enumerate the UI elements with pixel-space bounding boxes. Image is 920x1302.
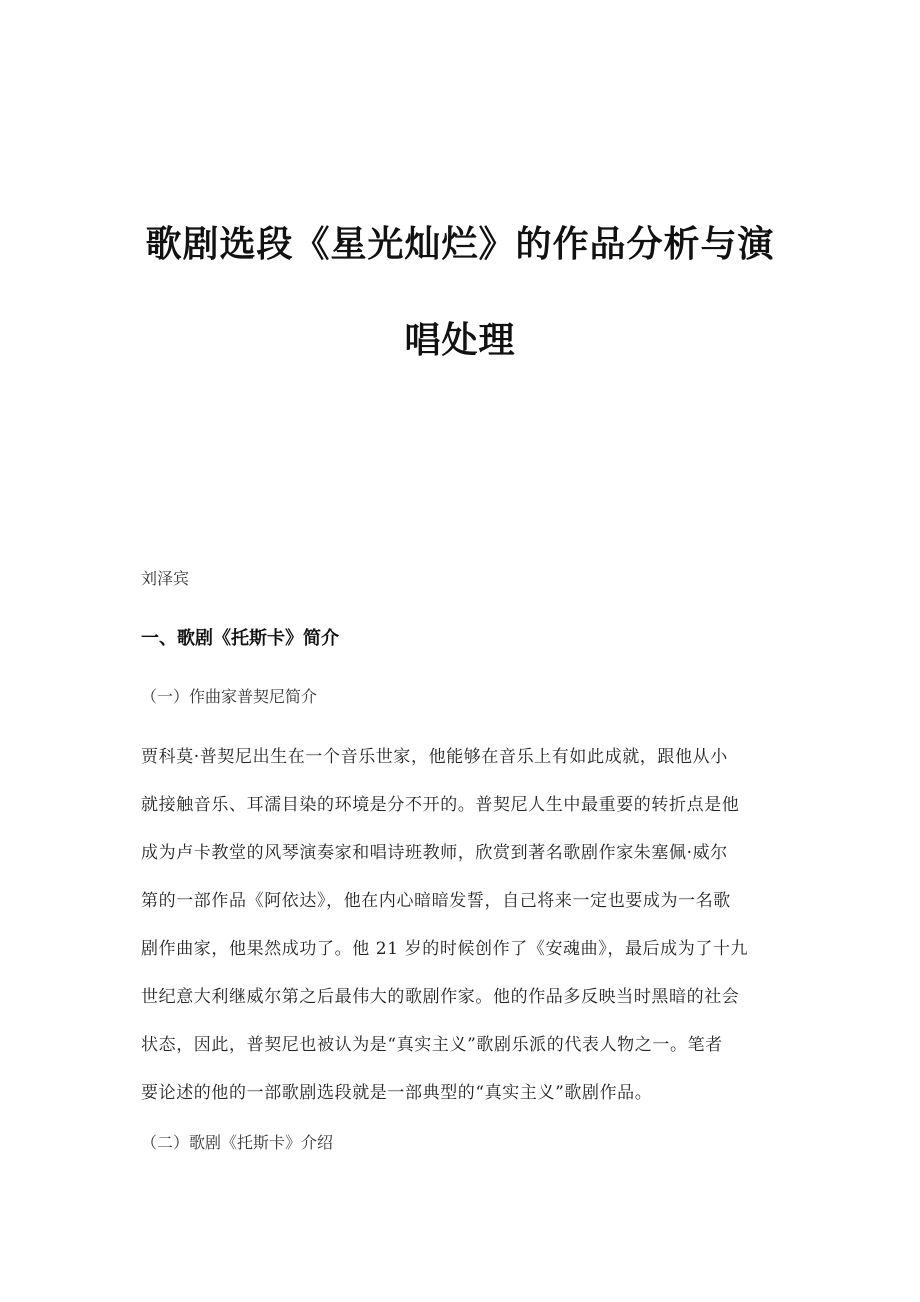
subsection-heading: （一）作曲家普契尼简介 bbox=[141, 687, 318, 706]
document-title-line-2: 唱处理 bbox=[404, 320, 516, 361]
paragraph-line: 世纪意大利继威尔第之后最伟大的歌剧作家。他的作品多反映当时黑暗的社会 bbox=[141, 987, 740, 1007]
paragraph-line: 就接触音乐、耳濡目染的环境是分不开的。普契尼人生中最重要的转折点是他 bbox=[141, 795, 740, 815]
document-title-line-1: 歌剧选段《星光灿烂》的作品分析与演 bbox=[145, 224, 775, 265]
paragraph-line: 状态，因此，普契尼也被认为是“真实主义”歌剧乐派的代表人物之一。笔者 bbox=[141, 1035, 723, 1055]
paragraph-line: 贾科莫·普契尼出生在一个音乐世家，他能够在音乐上有如此成就，跟他从小 bbox=[141, 747, 728, 767]
paragraph-line: 第的一部作品《阿依达》，他在内心暗暗发誓，自己将来一定也要成为一名歌 bbox=[141, 891, 731, 911]
paragraph-line: 剧作曲家，他果然成功了。他 21 岁的时候创作了《安魂曲》，最后成为了十九 bbox=[141, 939, 749, 959]
section-heading: 一、歌剧《托斯卡》简介 bbox=[141, 628, 339, 649]
paragraph-line: 要论述的他的一部歌剧选段就是一部典型的“真实主义”歌剧作品。 bbox=[141, 1083, 653, 1103]
author-name: 刘泽宾 bbox=[141, 569, 190, 588]
paragraph-line: 成为卢卡教堂的风琴演奏家和唱诗班教师，欣赏到著名歌剧作家朱塞佩·威尔 bbox=[141, 843, 728, 863]
subsection-heading: （二）歌剧《托斯卡》介绍 bbox=[141, 1133, 334, 1152]
